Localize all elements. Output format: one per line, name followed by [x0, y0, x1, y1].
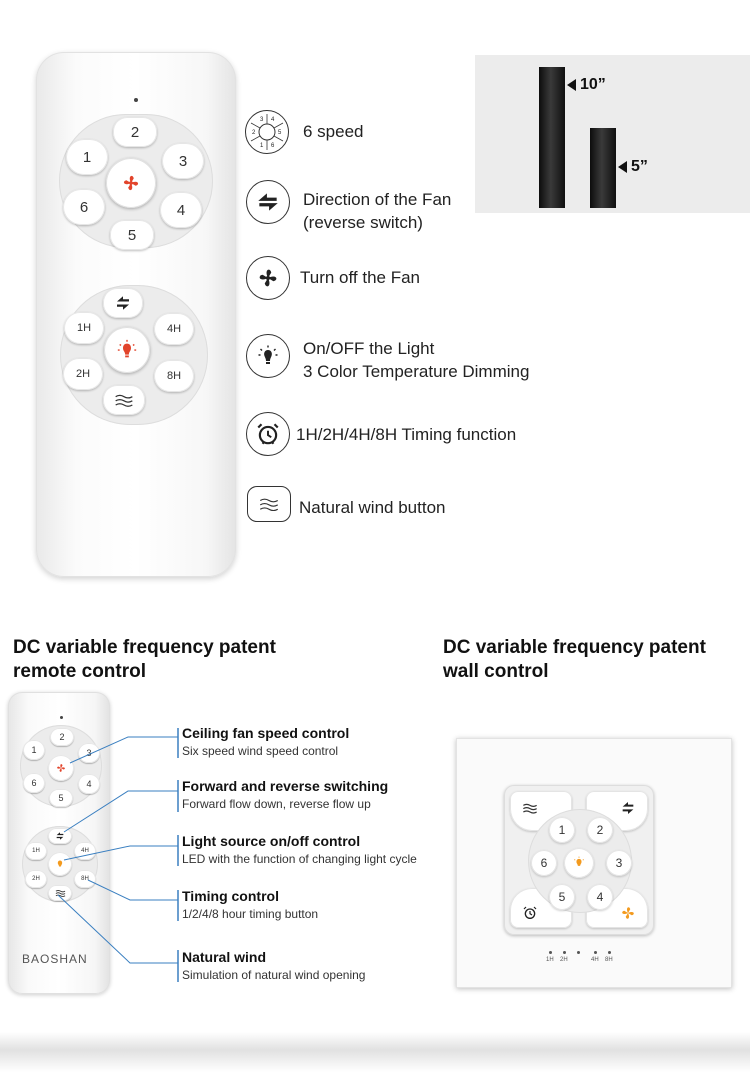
bulb-icon — [572, 856, 586, 870]
remote-section-title: DC variable frequency patent remote control — [13, 637, 276, 682]
speed-4-button[interactable]: 4 — [78, 774, 100, 794]
wind-icon — [522, 802, 538, 814]
downrod-short-label: 5” — [631, 158, 648, 175]
legend-light-line1: On/OFF the Light — [303, 339, 435, 358]
wall-speed-1-button[interactable]: 1 — [549, 817, 575, 843]
legend-direction-line1: Direction of the Fan — [303, 190, 452, 209]
indicator-dot — [549, 951, 552, 954]
legend-wind-label: Natural wind button — [299, 498, 446, 517]
callout-reverse: Forward and reverse switching Forward flow down, reverse flow up — [182, 778, 389, 811]
indicator-dot — [608, 951, 611, 954]
svg-text:3: 3 — [260, 117, 264, 123]
floor-shadow — [0, 1032, 750, 1072]
wall-speed-2-button[interactable]: 2 — [587, 817, 613, 843]
timer-indicator-label: 1H — [546, 957, 554, 963]
indicator-dot — [577, 951, 580, 954]
callout-wind: Natural wind Simulation of natural wind opening — [182, 949, 366, 982]
timer-indicator-label: 4H — [591, 957, 599, 963]
svg-text:1: 1 — [260, 143, 264, 149]
downrod-long-label: 10” — [580, 76, 606, 93]
speed-5-button[interactable]: 5 — [110, 220, 154, 250]
indicator-dot — [563, 951, 566, 954]
brand-logo: BAOSHAN — [22, 952, 88, 966]
wall-speed-6-button[interactable]: 6 — [531, 850, 557, 876]
wall-speed-4-button[interactable]: 4 — [587, 884, 613, 910]
timer-2h-button[interactable]: 2H — [25, 870, 47, 888]
speed-6-button[interactable]: 6 — [63, 189, 105, 225]
timer-indicator-label: 8H — [605, 957, 613, 963]
speed-2-button[interactable]: 2 — [50, 728, 74, 746]
callout-line-light — [64, 846, 178, 860]
speed-6-button[interactable]: 6 — [23, 773, 45, 793]
callout-line-wind — [58, 895, 178, 963]
timer-8h-button[interactable]: 8H — [154, 360, 194, 392]
legend-speed-label: 6 speed — [303, 122, 364, 141]
speed-3-button[interactable]: 3 — [162, 143, 204, 179]
wall-speed-3-button[interactable]: 3 — [606, 850, 632, 876]
svg-text:2: 2 — [252, 130, 256, 136]
callout-speed: Ceiling fan speed control Six speed wind speed control — [182, 725, 350, 758]
legend-direction-line2: (reverse switch) — [303, 213, 423, 232]
speed-1-button[interactable]: 1 — [66, 139, 108, 175]
legend-timer-label: 1H/2H/4H/8H Timing function — [296, 425, 517, 444]
callout-line-reverse — [64, 791, 178, 832]
legend-light-line2: 3 Color Temperature Dimming — [303, 362, 530, 381]
timer-1h-button[interactable]: 1H — [64, 312, 104, 344]
callout-line-speed — [70, 737, 178, 763]
alarm-clock-icon — [522, 905, 538, 921]
timer-4h-button[interactable]: 4H — [74, 842, 96, 860]
svg-text:4: 4 — [271, 117, 275, 123]
speed-2-button[interactable]: 2 — [113, 117, 157, 147]
timer-1h-button[interactable]: 1H — [25, 842, 47, 860]
reverse-arrows-icon — [620, 800, 636, 816]
speed-3-button[interactable]: 3 — [78, 743, 100, 763]
svg-text:5: 5 — [278, 130, 282, 136]
callout-timer: Timing control 1/2/4/8 hour timing button — [182, 888, 319, 921]
indicator-dot — [594, 951, 597, 954]
timer-8h-button[interactable]: 8H — [74, 870, 96, 888]
timer-2h-button[interactable]: 2H — [63, 358, 103, 390]
svg-text:6: 6 — [271, 143, 275, 149]
speed-4-button[interactable]: 4 — [160, 192, 202, 228]
wall-section-title: DC variable frequency patent wall control — [443, 637, 706, 682]
timer-4h-button[interactable]: 4H — [154, 313, 194, 345]
wall-speed-5-button[interactable]: 5 — [549, 884, 575, 910]
legend-fan-off-label: Turn off the Fan — [300, 268, 421, 287]
timer-indicator-label: 2H — [560, 957, 568, 963]
callout-light: Light source on/off control LED with the function of changing light cycle — [182, 833, 417, 866]
wall-light-button[interactable] — [564, 848, 594, 878]
speed-1-button[interactable]: 1 — [23, 740, 45, 760]
fan-icon — [619, 904, 637, 922]
callout-line-timer — [88, 880, 178, 900]
speed-5-button[interactable]: 5 — [49, 789, 73, 807]
